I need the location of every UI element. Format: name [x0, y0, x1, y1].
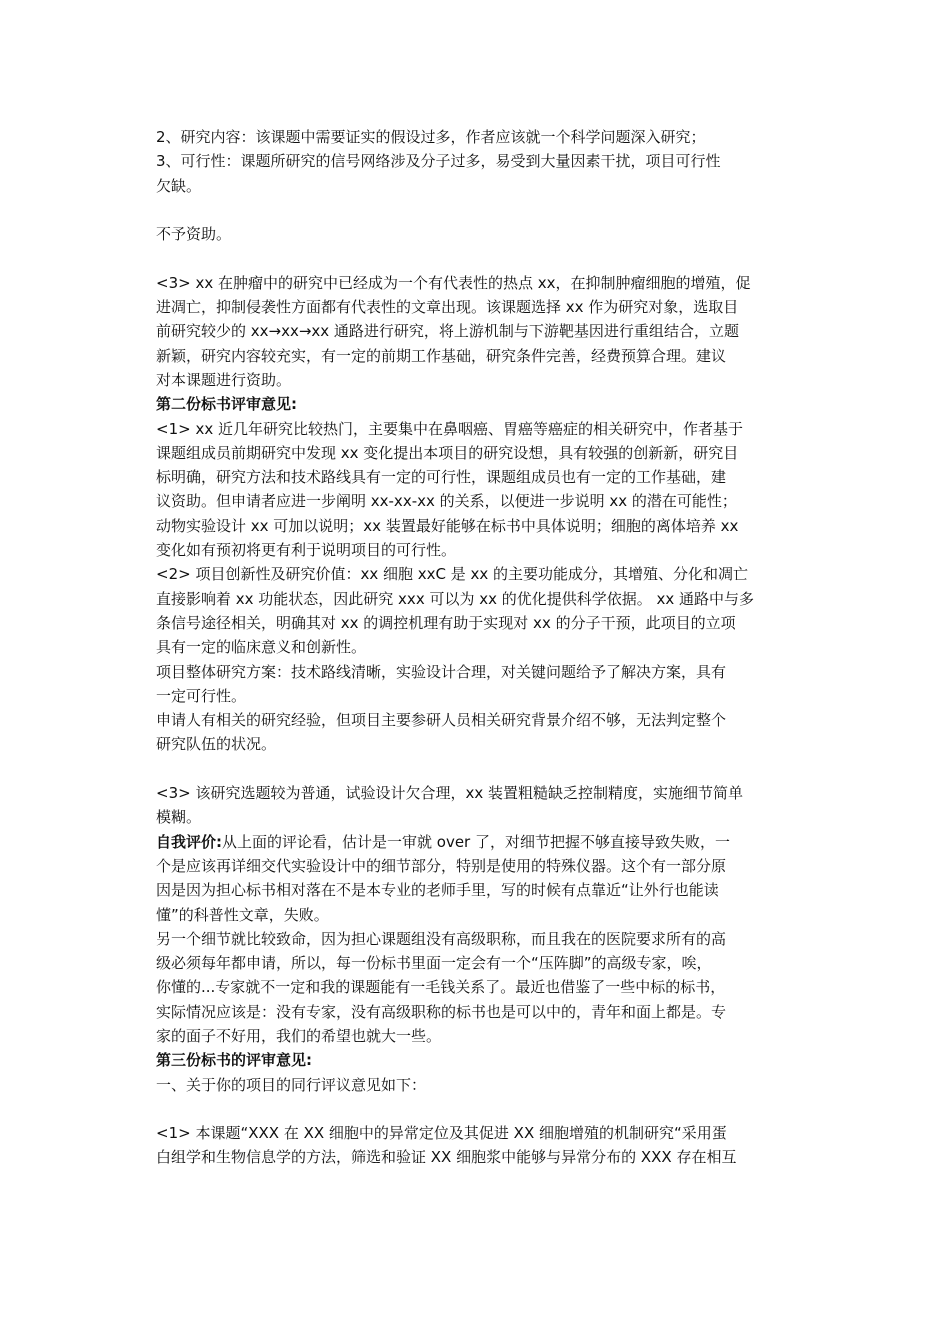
text-line: 白组学和生物信息学的方法，筛选和验证 XX 细胞浆中能够与异常分布的 XXX 存在相互 — [156, 1148, 737, 1167]
text-line: 项目整体研究方案：技术路线清晰，实验设计合理，对关键问题给予了解决方案，具有 — [156, 662, 727, 681]
text-line: 条信号途径相关，明确其对 xx 的调控机理有助于实现对 xx 的分子干预，此项目的立项 — [156, 613, 736, 632]
text-line: 你懂的...专家就不一定和我的课题能有一毛钱关系了。最近也借鉴了一些中标的标书， — [156, 978, 726, 997]
text-line: 研究队伍的状况。 — [156, 735, 277, 754]
document-page — [156, 125, 798, 1170]
text-line: 动物实验设计 xx 可加以说明；xx 装置最好能够在标书中具体说明；细胞的离体培养 xx — [156, 516, 739, 535]
self-evaluation-label: 自我评价: — [156, 832, 222, 851]
text-line: 懂”的科普性文章，失败。 — [156, 905, 329, 924]
text-line: <2> 项目创新性及研究价值：xx 细胞 xxC 是 xx 的主要功能成分，其增殖、分化和凋亡 — [156, 565, 749, 584]
text-line: 申请人有相关的研究经验，但项目主要参研人员相关研究背景介绍不够，无法判定整个 — [156, 711, 727, 730]
text-line: 具有一定的临床意义和创新性。 — [156, 638, 367, 657]
text-line: 3、可行性：课题所研究的信号网络涉及分子过多，易受到大量因素干扰，项目可行性 — [156, 152, 721, 171]
text-line: 一、关于你的项目的同行评议意见如下： — [156, 1075, 427, 1094]
blank-line — [156, 757, 798, 781]
text-line: 直接影响着 xx 功能状态，因此研究 xxx 可以为 xx 的优化提供科学依据。 xx 通路中与多 — [156, 589, 755, 608]
text-line: 不予资助。 — [156, 225, 232, 244]
text-line: 变化如有预初将更有利于说明项目的可行性。 — [156, 541, 457, 560]
text-line: 家的面子不好用，我们的希望也就大一些。 — [156, 1026, 442, 1045]
text-line: 对本课题进行资助。 — [156, 370, 292, 389]
text-line: 标明确，研究方法和技术路线具有一定的可行性，课题组成员也有一定的工作基础，建 — [156, 468, 727, 487]
text-line: 一定可行性。 — [156, 686, 247, 705]
text-line: 实际情况应该是：没有专家，没有高级职称的标书也是可以中的，青年和面上都是。专 — [156, 1002, 727, 1021]
section-heading: 第三份标书的评审意见: — [156, 1051, 312, 1070]
text-line: <3> 该研究选题较为普通，试验设计欠合理，xx 装置粗糙缺乏控制精度，实施细节简单 — [156, 784, 743, 803]
blank-line — [156, 1097, 798, 1121]
text-line: 议资助。但申请者应进一步阐明 xx-xx-xx 的关系，以便进一步说明 xx 的潜在可能性； — [156, 492, 737, 511]
text-line: 新颖，研究内容较充实，有一定的前期工作基础，研究条件完善，经费预算合理。建议 — [156, 346, 727, 365]
text-line: 欠缺。 — [156, 176, 202, 195]
section-heading: 第二份标书评审意见: — [156, 395, 297, 414]
text-line: 前研究较少的 xx→xx→xx 通路进行研究，将上游机制与下游靶基因进行重组结合，立题 — [156, 322, 739, 341]
text-line: <3> xx 在肿瘤中的研究中已经成为一个有代表性的热点 xx，在抑制肿瘤细胞的增殖，促 — [156, 273, 751, 292]
text-line: 因是因为担心标书相对落在不是本专业的老师手里，写的时候有点靠近“让外行也能读 — [156, 881, 719, 900]
text-line: 课题组成员前期研究中发现 xx 变化提出本项目的研究设想，具有较强的创新新，研究目 — [156, 443, 739, 462]
self-evaluation-text: 从上面的评论看，估计是一审就 over 了，对细节把握不够直接导致失败，一 — [222, 832, 730, 851]
text-line: <1> xx 近几年研究比较热门，主要集中在鼻咽癌、胃癌等癌症的相关研究中，作者基于 — [156, 419, 743, 438]
text-line: 个是应该再详细交代实验设计中的细节部分，特别是使用的特殊仪器。这个有一部分原 — [156, 856, 727, 875]
blank-line — [156, 198, 798, 222]
text-line: 另一个细节就比较致命，因为担心课题组没有高级职称，而且我在的医院要求所有的高 — [156, 929, 727, 948]
text-line: <1> 本课题“XXX 在 XX 细胞中的异常定位及其促进 XX 细胞增殖的机制研究“采用蛋 — [156, 1124, 727, 1143]
text-line: 模糊。 — [156, 808, 202, 827]
blank-line — [156, 246, 798, 270]
text-line: 级必须每年都申请，所以，每一份标书里面一定会有一个“压阵脚”的高级专家，唉， — [156, 954, 712, 973]
text-line: 进凋亡，抑制侵袭性方面都有代表性的文章出现。该课题选择 xx 作为研究对象，选取目 — [156, 298, 739, 317]
self-evaluation-line — [156, 830, 798, 854]
text-line: 2、研究内容：该课题中需要证实的假设过多，作者应该就一个科学问题深入研究； — [156, 128, 706, 146]
